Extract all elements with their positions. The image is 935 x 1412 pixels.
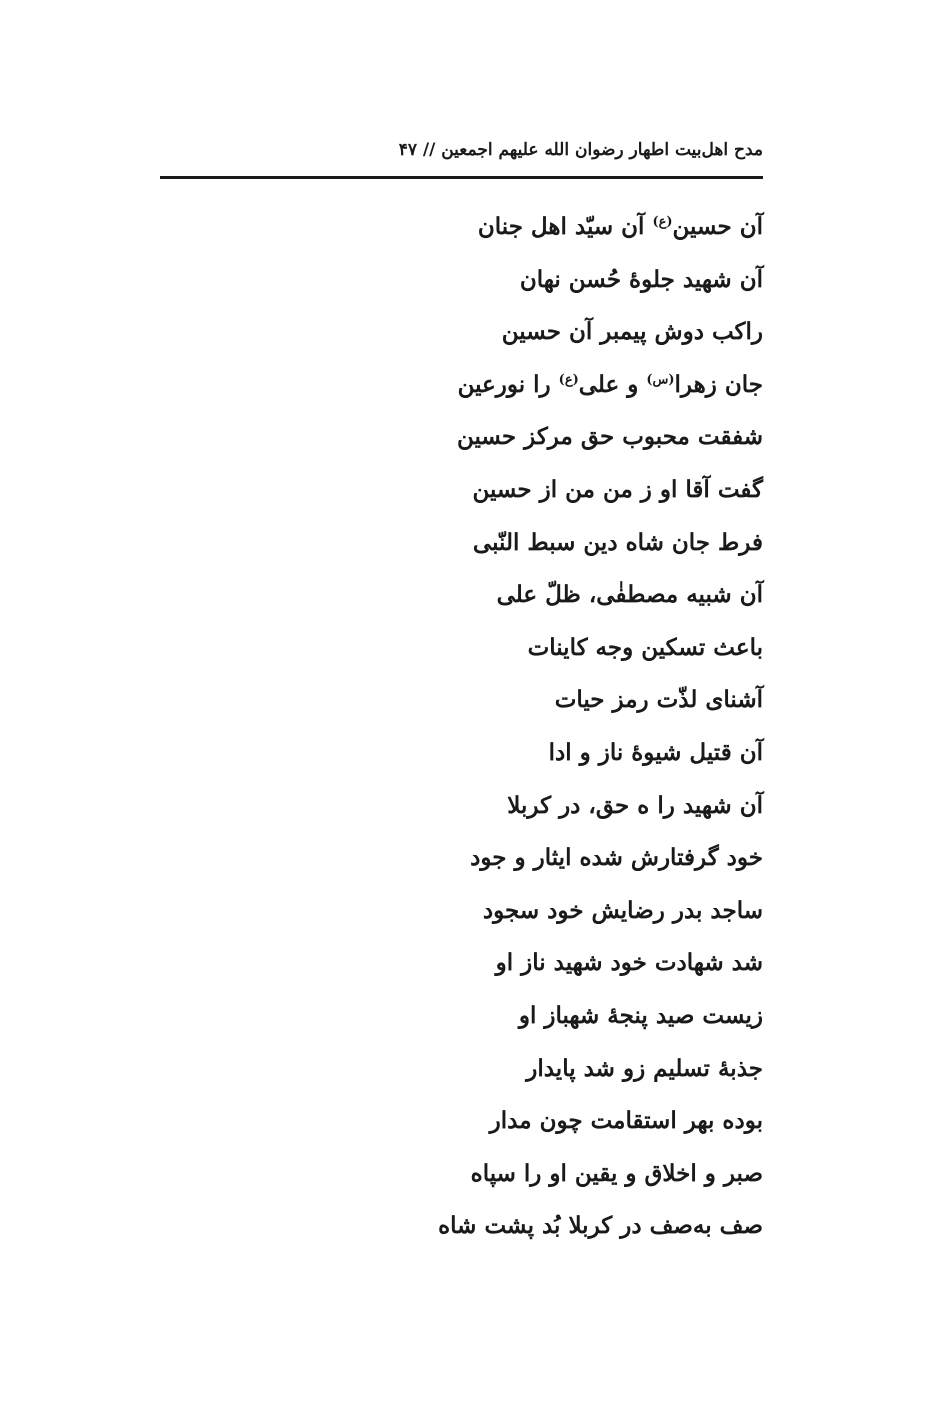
poem-line	[263, 1049, 763, 1102]
verse-text: آشنای لذّت رمز حیات	[554, 686, 763, 714]
poem-line	[263, 943, 763, 996]
honorific-superscript: (ع)	[558, 372, 579, 388]
verse-text: باعث تسکین وجه کاینات	[527, 633, 763, 661]
poem-line	[263, 260, 763, 313]
verse-text: آن حسین	[672, 213, 763, 240]
poem-line	[263, 786, 763, 839]
poem-line	[263, 575, 763, 628]
poem-line	[263, 470, 763, 523]
poem-line	[263, 523, 763, 576]
verse-text: آن سیّد اهل جنان	[477, 213, 653, 240]
poem-line	[263, 733, 763, 786]
poem-line	[263, 1154, 763, 1207]
poem-line	[263, 312, 763, 365]
verse-text: جان زهرا	[674, 370, 763, 398]
honorific-superscript: (س)	[646, 372, 675, 388]
verse-text: ساجد بدر رضایش خود سجود	[482, 896, 763, 924]
verse-text: آن شهید جلوهٔ حُسن نهان	[519, 265, 763, 293]
verse-text: زیست صید پنجهٔ شهباز او	[518, 1001, 763, 1029]
verse-text: را نورعین	[457, 370, 559, 398]
verse-text: و علی	[578, 370, 647, 398]
verse-text: راکب دوش پیمبر آن حسین	[501, 318, 763, 346]
poem-line	[263, 417, 763, 470]
verse-text: شفقت محبوب حق مرکز حسین	[456, 423, 763, 451]
verse-text: بوده بهر استقامت چون مدار	[489, 1107, 763, 1135]
verse-text: آن شهید را ه حق، در کربلا	[507, 791, 763, 819]
honorific-superscript: (ع)	[652, 214, 673, 230]
poem-line	[263, 891, 763, 944]
verse-text: فرط جان شاه دین سبط النّبی	[472, 528, 763, 556]
verse-text: صبر و اخلاق و یقین او را سپاه	[470, 1159, 763, 1187]
header-rule	[160, 176, 763, 179]
poem-line	[263, 1101, 763, 1154]
poem-line	[263, 680, 763, 733]
poem-line	[263, 996, 763, 1049]
verse-text: گفت آقا او ز من من از حسین	[472, 475, 763, 503]
poem-line	[263, 838, 763, 891]
poem-line	[263, 1206, 763, 1259]
poem-line	[263, 365, 763, 418]
verse-text: آن قتیل شیوهٔ ناز و ادا	[548, 738, 763, 766]
poem-body	[263, 207, 763, 1259]
verse-text: آن شبیه مصطفٰی، ظلّ علی	[496, 581, 763, 609]
verse-text: جذبهٔ تسلیم زو شد پایدار	[526, 1054, 763, 1082]
verse-text: شد شهادت خود شهید ناز او	[495, 949, 763, 977]
poem-line	[263, 207, 763, 260]
verse-text: خود گرفتارش شده ایثار و جود	[470, 844, 763, 872]
running-header-title: مدح اهل‌بیت اطهار رضوان الله علیهم اجمعین // ۴۷	[398, 140, 763, 160]
poem-line	[263, 628, 763, 681]
verse-text: صف به‌صف در کربلا بُد پشت شاه	[438, 1212, 763, 1240]
